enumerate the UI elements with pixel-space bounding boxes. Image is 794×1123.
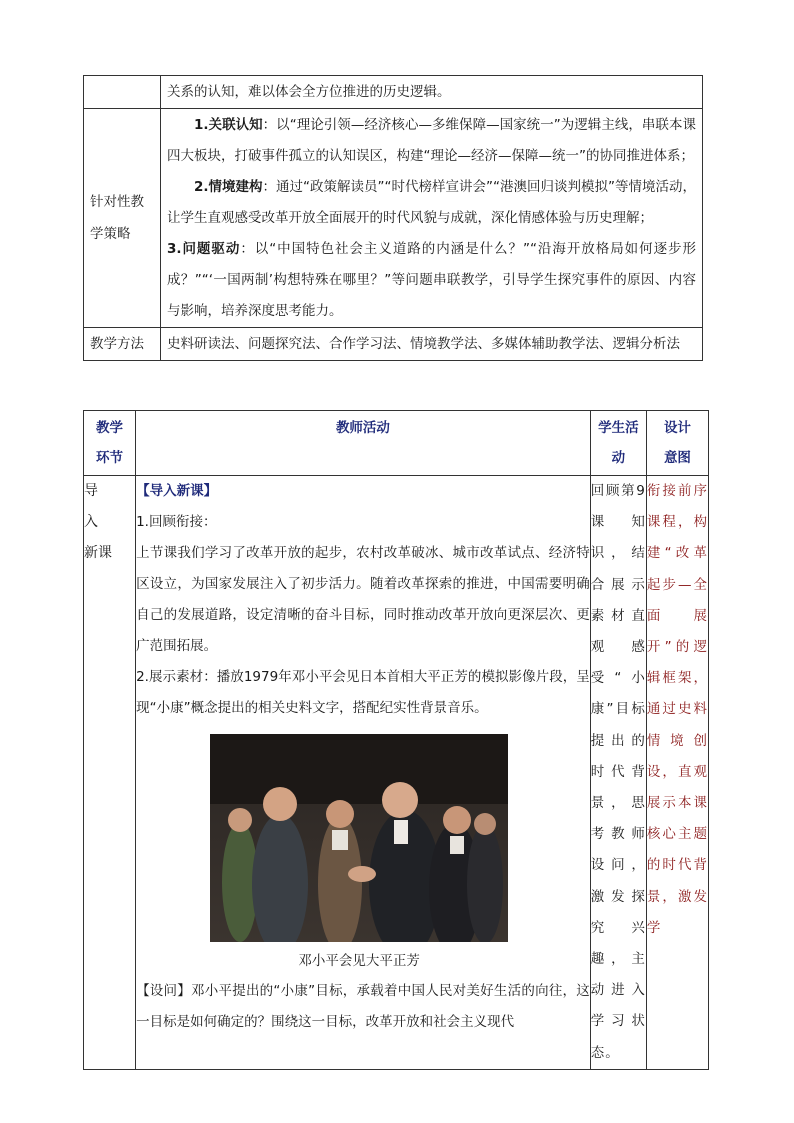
strategy-item-2 (167, 172, 696, 234)
continuation-text: 关系的认知，难以体会全方位推进的历史逻辑。 (167, 84, 451, 100)
question-text: 【设问】邓小平提出的“小康”目标，承载着中国人民对美好生活的向往，这一目标是如何确定的？围绕这一目标，改革开放和社会主义现代 (136, 983, 590, 1030)
historical-photo (210, 734, 508, 976)
strategy-label (84, 109, 161, 328)
stage-line2: 新课 (84, 545, 112, 561)
header-student-line2: 动 (611, 450, 626, 466)
header-student-line1: 学生活 (598, 420, 639, 436)
header-design-line1: 设计 (663, 420, 691, 436)
photo-caption: 邓小平会见大平正芳 (298, 953, 420, 969)
photo-image (210, 734, 508, 942)
header-stage-line1: 教学 (96, 420, 124, 436)
table-row (84, 328, 703, 361)
strategy-item-title: 1.关联认知 (194, 117, 263, 133)
strategy-label-line2: 学策略 (90, 226, 131, 242)
header-student (590, 411, 646, 476)
method-label: 教学方法 (84, 328, 161, 361)
table-row (84, 476, 709, 1070)
design-intent-cell: 衔接前序课程，构建“改革起步—全面展开”的逻辑框架，通过史料情境创设，直观展示本课核心主题的时代背景，激发学 (646, 476, 708, 1070)
strategy-item-title: 2.情境建构 (194, 179, 263, 195)
section-title: 【导入新课】 (136, 483, 218, 499)
strategy-item-3 (167, 234, 696, 327)
header-teacher: 教师活动 (136, 411, 591, 476)
header-stage-line2: 环节 (96, 450, 124, 466)
item1-title: 1.回顾衔接： (136, 514, 217, 530)
analysis-continuation (161, 76, 703, 109)
strategy-item-1 (167, 110, 696, 172)
table-header-row (84, 411, 709, 476)
strategy-item-text: ：通过“政策解读员”“时代榜样宣讲会”“港澳回归谈判模拟”等情境活动，让学生直观感受改革开放全面展开的时代风貌与成就，深化情感体验与历史理解； (167, 179, 696, 226)
item1-text: 上节课我们学习了改革开放的起步，农村改革破冰、城市改革试点、经济特区设立，为国家发展注入了初步活力。随着改革探索的推进，中国需要明确自己的发展道路，设定清晰的奋斗目标，同时推动改革开放向更深层次、更广范围拓展。 (136, 545, 590, 654)
strategy-item-text: ：以“理论引领—经济核心—多维保障—国家统一”为逻辑主线，串联本课四大板块，打破事件孤立的认知误区，构建“理论—经济—保障—统一”的协同推进体系； (167, 117, 696, 164)
strategy-content (161, 109, 703, 328)
strategy-label-line1: 针对性教 (90, 194, 144, 210)
strategy-item-text: ：以“中国特色社会主义道路的内涵是什么？”“沿海开放格局如何逐步形成？”“‘一国两制’构想特殊在哪里？”等问题串联教学，引导学生探究事件的原因、内容与影响，培养深度思考能力。 (167, 241, 696, 319)
lesson-process-table (83, 410, 709, 1070)
stage-cell (84, 476, 136, 1070)
table-row (84, 76, 703, 109)
student-activity-cell: 回顾第9课知识，结合展示素材直观感受“小康”目标提出的时代背景，思考教师设问，激发探究兴趣，主动进入学习状态。 (590, 476, 646, 1070)
teacher-activity-cell (136, 476, 591, 1070)
strategy-table (83, 75, 703, 361)
header-stage (84, 411, 136, 476)
strategy-item-title: 3.问题驱动 (167, 241, 241, 257)
table-row (84, 109, 703, 328)
method-text: 史料研读法、问题探究法、合作学习法、情境教学法、多媒体辅助教学法、逻辑分析法 (161, 328, 703, 361)
item2-text: 2.展示素材：播放1979年邓小平会见日本首相大平正芳的模拟影像片段，呈现“小康”概念提出的相关史料文字，搭配纪实性背景音乐。 (136, 669, 590, 716)
stage-line1: 导 入 (84, 483, 108, 530)
empty-cell (84, 76, 161, 109)
header-design (646, 411, 708, 476)
header-design-line2: 意图 (663, 450, 691, 466)
